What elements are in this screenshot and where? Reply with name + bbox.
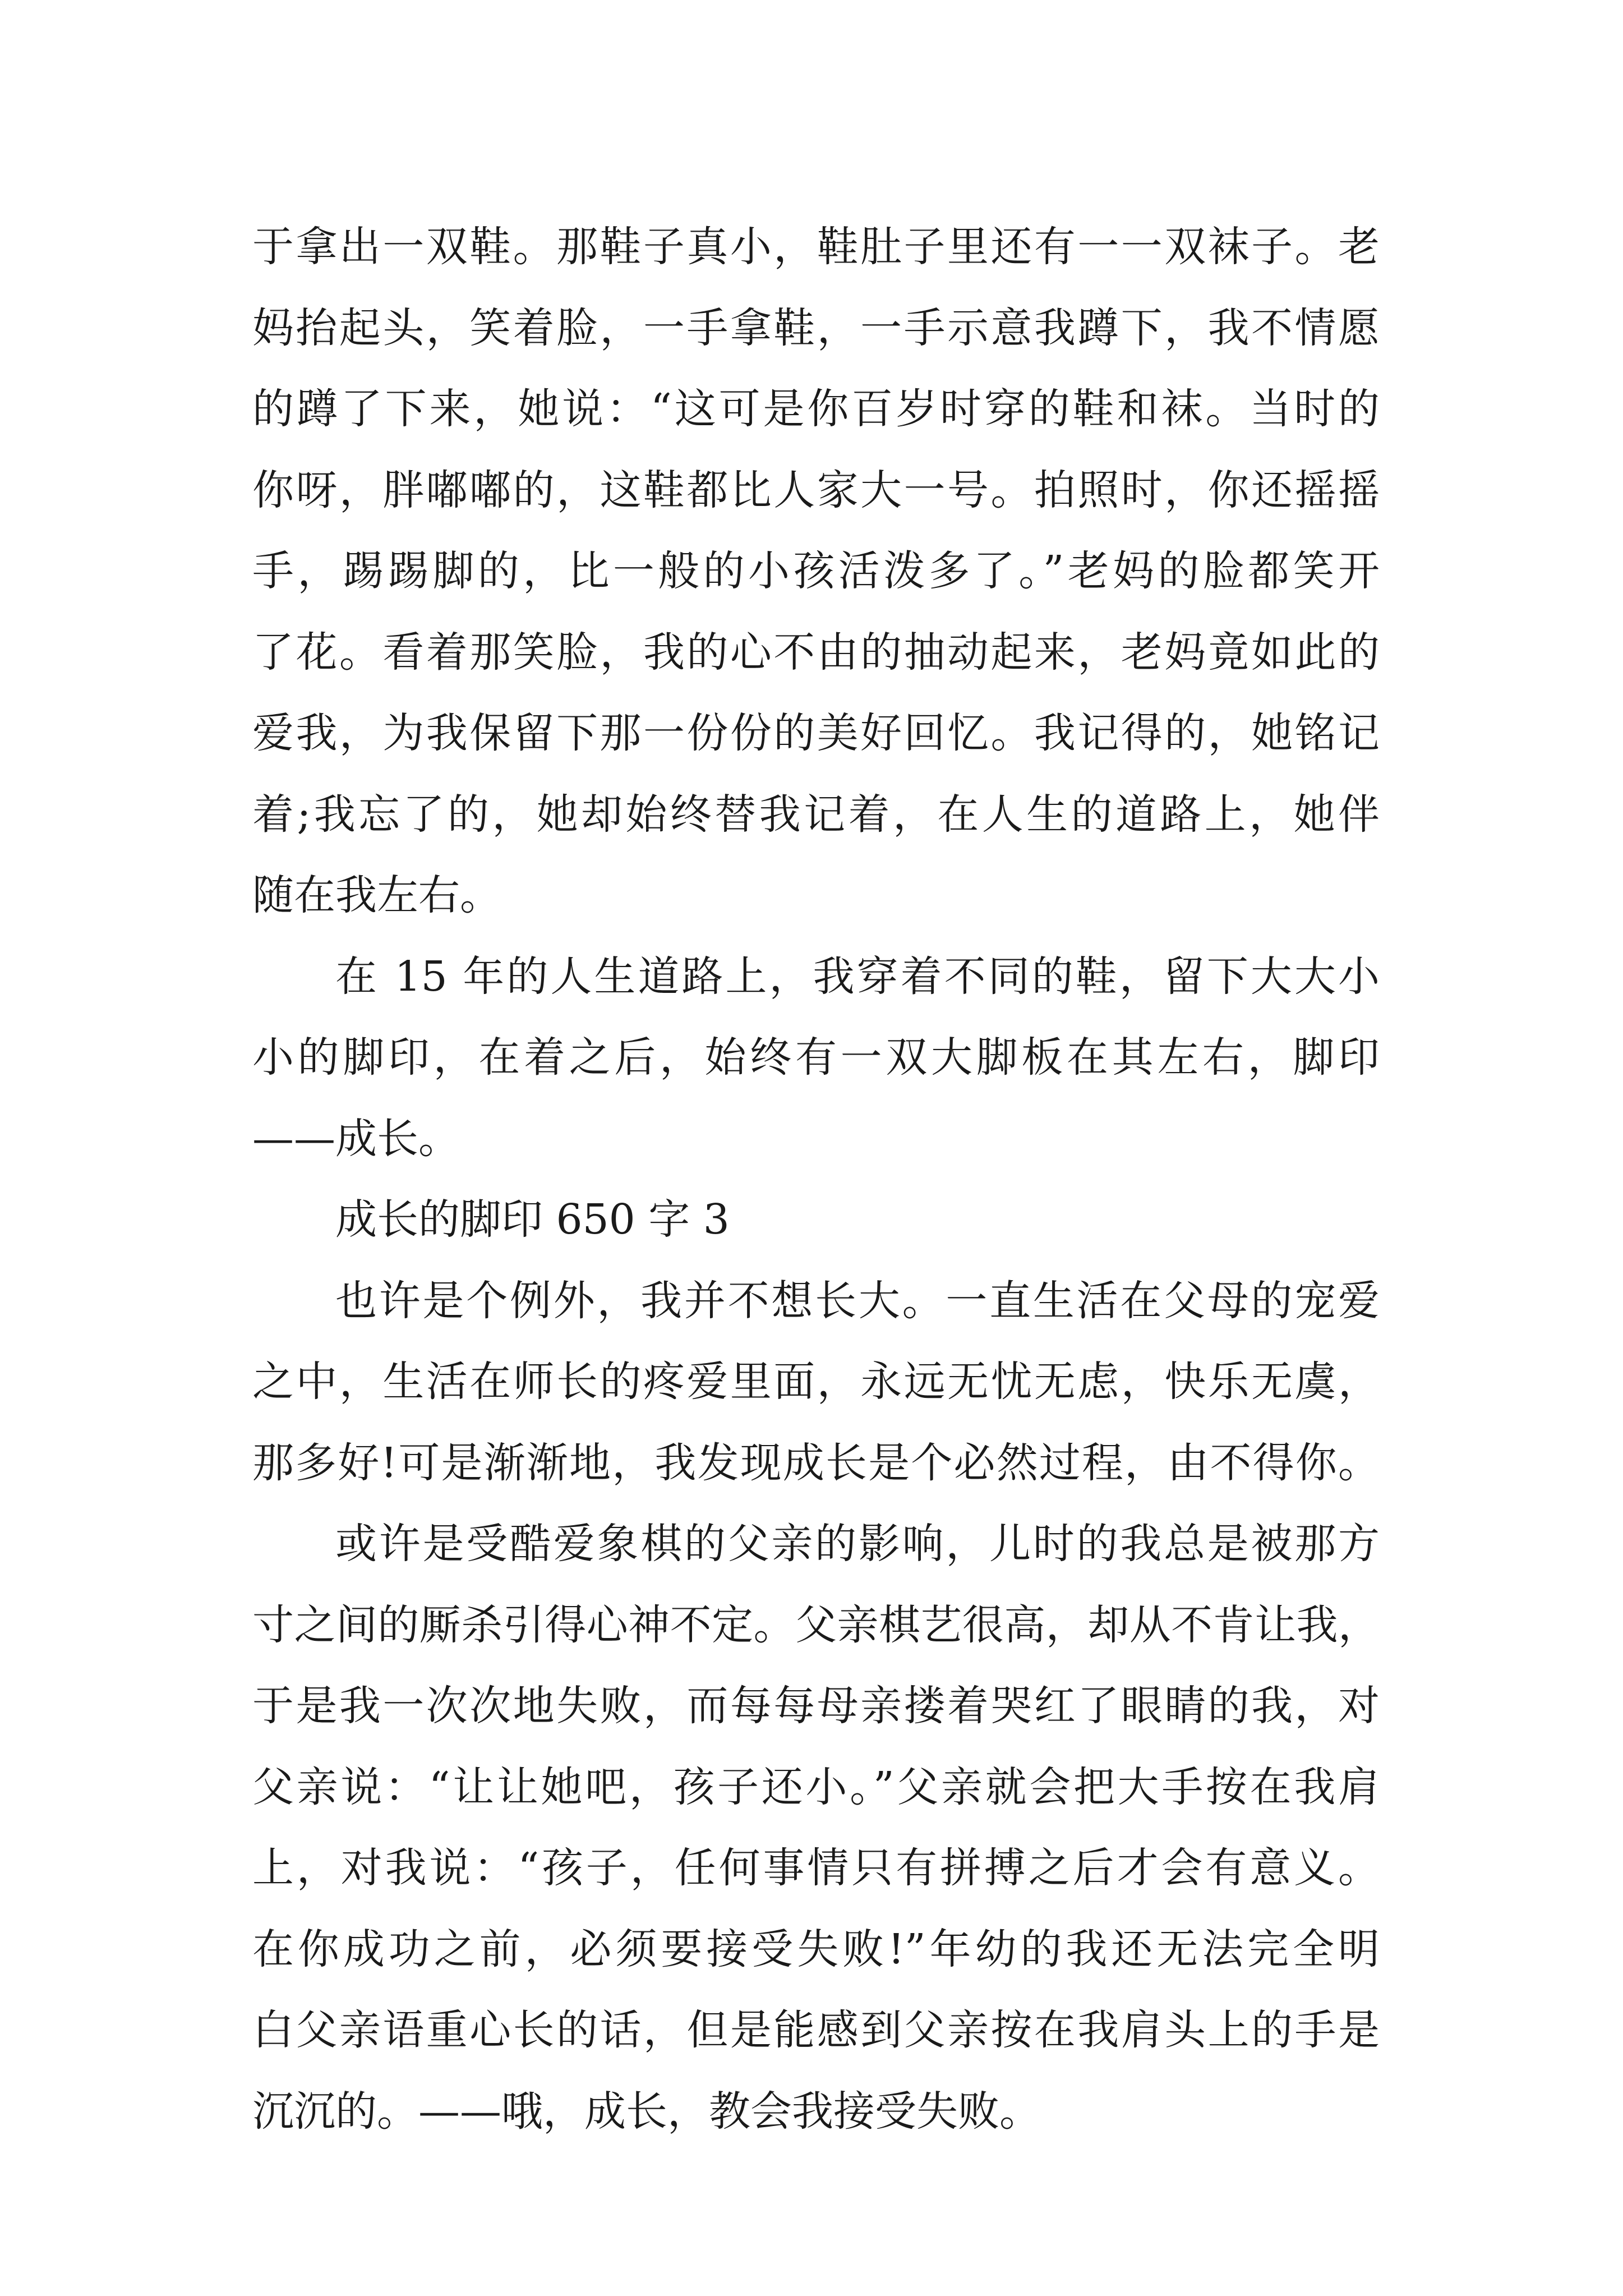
text-line: 着;我忘了的，她却始终替我记着，在人生的道路上，她伴 bbox=[252, 790, 1380, 839]
text-line: 父亲说：“让让她吧，孩子还小。”父亲就会把大手按在我肩 bbox=[252, 1763, 1380, 1811]
text-line: 在你成功之前，必须要接受失败!”年幼的我还无法完全明 bbox=[252, 1925, 1380, 1973]
paragraph-first-line: 也许是个例外，我并不想长大。一直生活在父母的宠爱 bbox=[335, 1276, 1380, 1325]
text-line: 白父亲语重心长的话，但是能感到父亲按在我肩头上的手是 bbox=[252, 2006, 1380, 2054]
text-line: 爱我，为我保留下那一份份的美好回忆。我记得的，她铭记 bbox=[252, 709, 1380, 757]
text-line: 沉沉的。——哦，成长，教会我接受失败。 bbox=[252, 2087, 1041, 2136]
text-line: 小的脚印，在着之后，始终有一双大脚板在其左右，脚印 bbox=[252, 1033, 1380, 1082]
text-line: 妈抬起头，笑着脸，一手拿鞋，一手示意我蹲下，我不情愿 bbox=[252, 303, 1380, 352]
text-line: 上，对我说：“孩子，任何事情只有拼搏之后才会有意义。 bbox=[252, 1844, 1380, 1892]
text-line: 的蹲了下来，她说：“这可是你百岁时穿的鞋和袜。当时的 bbox=[252, 385, 1380, 433]
text-line: ——成长。 bbox=[252, 1114, 460, 1163]
essay-body bbox=[252, 206, 1380, 2152]
text-line: 了花。看着那笑脸，我的心不由的抽动起来，老妈竟如此的 bbox=[252, 628, 1380, 677]
section-heading: 成长的脚印 650 字 3 bbox=[335, 1195, 730, 1244]
text-line: 之中，生活在师长的疼爱里面，永远无忧无虑，快乐无虞， bbox=[252, 1358, 1380, 1406]
paragraph-first-line: 在 15 年的人生道路上，我穿着不同的鞋，留下大大小 bbox=[335, 952, 1380, 1001]
text-line: 于是我一次次地失败，而每每母亲搂着哭红了眼睛的我，对 bbox=[252, 1682, 1380, 1730]
text-line: 随在我左右。 bbox=[252, 871, 501, 919]
text-line: 寸之间的厮杀引得心神不定。父亲棋艺很高，却从不肯让我， bbox=[252, 1600, 1380, 1649]
text-line: 那多好!可是渐渐地，我发现成长是个必然过程，由不得你。 bbox=[252, 1438, 1380, 1487]
text-line: 手，踢踢脚的，比一般的小孩活泼多了。”老妈的脸都笑开 bbox=[252, 547, 1380, 595]
text-line: 于拿出一双鞋。那鞋子真小，鞋肚子里还有一一双袜子。老 bbox=[252, 223, 1380, 271]
text-line: 你呀，胖嘟嘟的，这鞋都比人家大一号。拍照时，你还摇摇 bbox=[252, 466, 1380, 514]
paragraph-first-line: 或许是受酷爱象棋的父亲的影响，儿时的我总是被那方 bbox=[335, 1520, 1380, 1568]
